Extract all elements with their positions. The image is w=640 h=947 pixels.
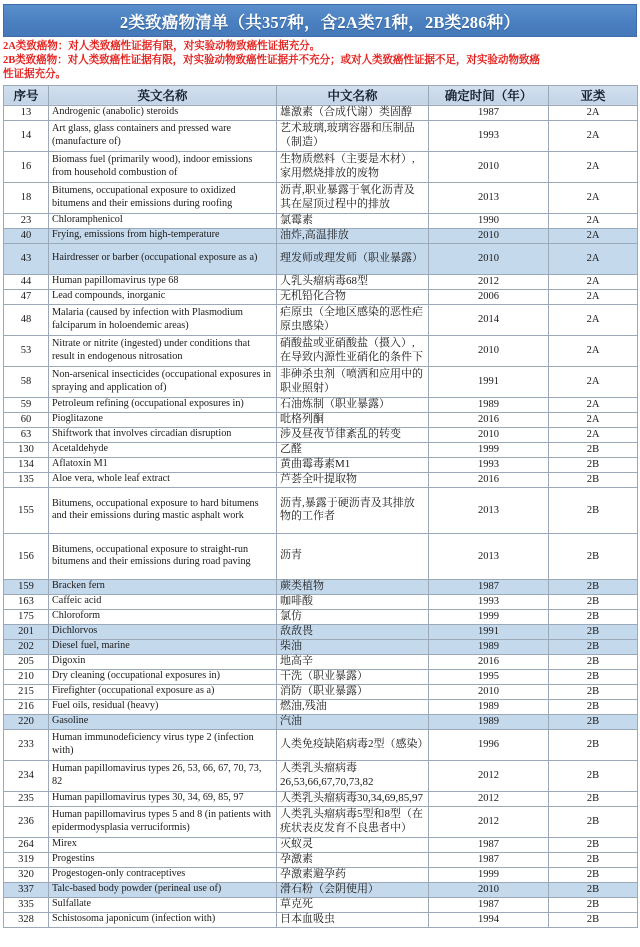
table-row	[4, 335, 638, 366]
cell-chinese-name: 涉及昼夜节律紊乱的转变	[277, 427, 429, 442]
cell-chinese-name: 人类乳头瘤病毒30,34,69,85,97	[277, 791, 429, 806]
cell-serial-number: 205	[4, 654, 49, 669]
cell-subcategory: 2A	[549, 289, 638, 304]
cell-serial-number: 319	[4, 852, 49, 867]
cell-serial-number: 202	[4, 639, 49, 654]
cell-determination-year: 1994	[429, 912, 549, 927]
cell-determination-year: 2013	[429, 487, 549, 533]
table-row	[4, 882, 638, 897]
cell-english-name: Sulfallate	[49, 897, 277, 912]
cell-subcategory: 2A	[549, 427, 638, 442]
cell-english-name: Progestins	[49, 852, 277, 867]
cell-serial-number: 48	[4, 304, 49, 335]
cell-determination-year: 1989	[429, 699, 549, 714]
table-row	[4, 397, 638, 412]
cell-determination-year: 1987	[429, 897, 549, 912]
cell-subcategory: 2B	[549, 442, 638, 457]
table-row	[4, 669, 638, 684]
cell-chinese-name: 柴油	[277, 639, 429, 654]
cell-determination-year: 2016	[429, 654, 549, 669]
cell-subcategory: 2A	[549, 304, 638, 335]
cell-serial-number: 47	[4, 289, 49, 304]
cell-english-name: Art glass, glass containers and pressed ware (manufacture of)	[49, 120, 277, 151]
column-header-no: 序号	[4, 85, 49, 105]
table-header	[4, 85, 638, 105]
cell-subcategory: 2A	[549, 335, 638, 366]
cell-english-name: Bitumens, occupational exposure to straight-run bitumens and their emissions during road paving	[49, 533, 277, 579]
cell-chinese-name: 石油炼制（职业暴露）	[277, 397, 429, 412]
cell-chinese-name: 吡格列酮	[277, 412, 429, 427]
cell-determination-year: 2013	[429, 533, 549, 579]
cell-determination-year: 2012	[429, 806, 549, 837]
cell-chinese-name: 地高辛	[277, 654, 429, 669]
cell-chinese-name: 硝酸盐或亚硝酸盐（摄入）,在导致内源性亚硝化的条件下	[277, 335, 429, 366]
cell-subcategory: 2A	[549, 228, 638, 243]
cell-determination-year: 1990	[429, 213, 549, 228]
table-row	[4, 487, 638, 533]
cell-serial-number: 215	[4, 684, 49, 699]
cell-chinese-name: 敌敌畏	[277, 624, 429, 639]
cell-english-name: Malaria (caused by infection with Plasmodium falciparum in holoendemic areas)	[49, 304, 277, 335]
cell-serial-number: 264	[4, 837, 49, 852]
cell-subcategory: 2A	[549, 213, 638, 228]
cell-subcategory: 2B	[549, 654, 638, 669]
cell-serial-number: 134	[4, 457, 49, 472]
table-row	[4, 304, 638, 335]
cell-subcategory: 2B	[549, 579, 638, 594]
cell-chinese-name: 滑石粉（会阴使用）	[277, 882, 429, 897]
cell-chinese-name: 孕激素避孕药	[277, 867, 429, 882]
table-row	[4, 760, 638, 791]
cell-subcategory: 2B	[549, 714, 638, 729]
cell-serial-number: 14	[4, 120, 49, 151]
cell-subcategory: 2B	[549, 624, 638, 639]
table-row	[4, 624, 638, 639]
cell-subcategory: 2B	[549, 791, 638, 806]
cell-english-name: Nitrate or nitrite (ingested) under conditions that result in endogenous nitrosation	[49, 335, 277, 366]
table-row	[4, 714, 638, 729]
cell-serial-number: 130	[4, 442, 49, 457]
table-row	[4, 457, 638, 472]
cell-english-name: Frying, emissions from high-temperature	[49, 228, 277, 243]
cell-determination-year: 1989	[429, 397, 549, 412]
cell-serial-number: 220	[4, 714, 49, 729]
cell-serial-number: 235	[4, 791, 49, 806]
cell-english-name: Human immunodeficiency virus type 2 (infection with)	[49, 729, 277, 760]
cell-chinese-name: 黄曲霉毒素M1	[277, 457, 429, 472]
cell-determination-year: 1987	[429, 105, 549, 120]
table-row	[4, 274, 638, 289]
cell-chinese-name: 沥青,职业暴露于氧化沥青及其在屋顶过程中的排放	[277, 182, 429, 213]
cell-chinese-name: 灭蚁灵	[277, 837, 429, 852]
table-header-row	[4, 85, 638, 105]
cell-serial-number: 216	[4, 699, 49, 714]
cell-determination-year: 1987	[429, 837, 549, 852]
cell-subcategory: 2B	[549, 882, 638, 897]
column-header-cn: 中文名称	[277, 85, 429, 105]
cell-subcategory: 2B	[549, 699, 638, 714]
table-row	[4, 594, 638, 609]
table-row	[4, 120, 638, 151]
cell-english-name: Lead compounds, inorganic	[49, 289, 277, 304]
cell-chinese-name: 咖啡酸	[277, 594, 429, 609]
table-row	[4, 579, 638, 594]
cell-subcategory: 2B	[549, 639, 638, 654]
cell-english-name: Chloramphenicol	[49, 213, 277, 228]
cell-determination-year: 1989	[429, 639, 549, 654]
cell-chinese-name: 人类免疫缺陷病毒2型（感染）	[277, 729, 429, 760]
cell-chinese-name: 日本血吸虫	[277, 912, 429, 927]
cell-serial-number: 13	[4, 105, 49, 120]
cell-english-name: Biomass fuel (primarily wood), indoor emissions from household combustion of	[49, 151, 277, 182]
page-title: 2类致癌物清单（共357种，含2A类71种，2B类286种）	[119, 12, 521, 32]
cell-determination-year: 1987	[429, 579, 549, 594]
table-row	[4, 442, 638, 457]
cell-english-name: Petroleum refining (occupational exposures in)	[49, 397, 277, 412]
cell-determination-year: 1987	[429, 852, 549, 867]
cell-subcategory: 2B	[549, 837, 638, 852]
cell-english-name: Hairdresser or barber (occupational exposure as a)	[49, 243, 277, 274]
cell-subcategory: 2B	[549, 852, 638, 867]
cell-determination-year: 1995	[429, 669, 549, 684]
cell-english-name: Pioglitazone	[49, 412, 277, 427]
cell-determination-year: 1991	[429, 366, 549, 397]
cell-subcategory: 2A	[549, 243, 638, 274]
table-row	[4, 791, 638, 806]
cell-serial-number: 60	[4, 412, 49, 427]
cell-chinese-name: 生物质燃料（主要是木材）,家用燃烧排放的废物	[277, 151, 429, 182]
cell-serial-number: 335	[4, 897, 49, 912]
cell-determination-year: 2013	[429, 182, 549, 213]
cell-serial-number: 163	[4, 594, 49, 609]
cell-determination-year: 2010	[429, 151, 549, 182]
cell-english-name: Bitumens, occupational exposure to hard bitumens and their emissions during mastic asphalt work	[49, 487, 277, 533]
cell-chinese-name: 燃油,残油	[277, 699, 429, 714]
cell-serial-number: 63	[4, 427, 49, 442]
cell-determination-year: 2014	[429, 304, 549, 335]
cell-serial-number: 44	[4, 274, 49, 289]
definition-2b-cont: 性证据充分。	[3, 69, 66, 81]
cell-english-name: Diesel fuel, marine	[49, 639, 277, 654]
cell-subcategory: 2B	[549, 487, 638, 533]
cell-determination-year: 2016	[429, 472, 549, 487]
cell-serial-number: 155	[4, 487, 49, 533]
cell-subcategory: 2A	[549, 151, 638, 182]
cell-determination-year: 2012	[429, 791, 549, 806]
cell-serial-number: 234	[4, 760, 49, 791]
cell-subcategory: 2A	[549, 182, 638, 213]
cell-determination-year: 1993	[429, 457, 549, 472]
cell-english-name: Aloe vera, whole leaf extract	[49, 472, 277, 487]
cell-serial-number: 233	[4, 729, 49, 760]
cell-english-name: Human papillomavirus types 30, 34, 69, 85, 97	[49, 791, 277, 806]
table-row	[4, 243, 638, 274]
cell-subcategory: 2A	[549, 120, 638, 151]
cell-determination-year: 2010	[429, 684, 549, 699]
cell-english-name: Mirex	[49, 837, 277, 852]
table-row	[4, 609, 638, 624]
cell-english-name: Talc-based body powder (perineal use of)	[49, 882, 277, 897]
page-title-banner	[3, 4, 637, 37]
definitions-block	[2, 40, 638, 83]
cell-chinese-name: 非砷杀虫剂（喷洒和应用中的职业照射）	[277, 366, 429, 397]
cell-serial-number: 236	[4, 806, 49, 837]
cell-determination-year: 2016	[429, 412, 549, 427]
cell-determination-year: 2010	[429, 427, 549, 442]
cell-serial-number: 18	[4, 182, 49, 213]
cell-serial-number: 337	[4, 882, 49, 897]
table-row	[4, 912, 638, 927]
cell-chinese-name: 沥青	[277, 533, 429, 579]
cell-determination-year: 1991	[429, 624, 549, 639]
table-row	[4, 366, 638, 397]
cell-english-name: Fuel oils, residual (heavy)	[49, 699, 277, 714]
cell-subcategory: 2B	[549, 897, 638, 912]
table-row	[4, 427, 638, 442]
cell-english-name: Schistosoma japonicum (infection with)	[49, 912, 277, 927]
cell-serial-number: 201	[4, 624, 49, 639]
cell-serial-number: 159	[4, 579, 49, 594]
cell-serial-number: 59	[4, 397, 49, 412]
cell-serial-number: 16	[4, 151, 49, 182]
cell-chinese-name: 疟原虫（全地区感染的恶性疟原虫感染）	[277, 304, 429, 335]
cell-subcategory: 2B	[549, 609, 638, 624]
cell-chinese-name: 艺术玻璃,玻璃容器和压制品（制造）	[277, 120, 429, 151]
cell-subcategory: 2A	[549, 397, 638, 412]
cell-serial-number: 210	[4, 669, 49, 684]
cell-subcategory: 2A	[549, 105, 638, 120]
table-row	[4, 897, 638, 912]
cell-english-name: Dichlorvos	[49, 624, 277, 639]
cell-chinese-name: 乙醛	[277, 442, 429, 457]
cell-determination-year: 1999	[429, 609, 549, 624]
cell-english-name: Human papillomavirus type 68	[49, 274, 277, 289]
cell-english-name: Bracken fern	[49, 579, 277, 594]
definition-2a: 2A类致癌物：对人类致癌性证据有限，对实验动物致癌性证据充分。	[3, 41, 321, 52]
table-row	[4, 684, 638, 699]
table-row	[4, 699, 638, 714]
table-row	[4, 806, 638, 837]
cell-chinese-name: 芦荟全叶提取物	[277, 472, 429, 487]
table-row	[4, 289, 638, 304]
cell-determination-year: 2010	[429, 335, 549, 366]
cell-serial-number: 40	[4, 228, 49, 243]
cell-serial-number: 328	[4, 912, 49, 927]
cell-chinese-name: 沥青,暴露于硬沥青及其排放物的工作者	[277, 487, 429, 533]
cell-determination-year: 2006	[429, 289, 549, 304]
table-row	[4, 105, 638, 120]
cell-chinese-name: 无机铅化合物	[277, 289, 429, 304]
cell-determination-year: 2012	[429, 760, 549, 791]
cell-subcategory: 2B	[549, 472, 638, 487]
cell-serial-number: 23	[4, 213, 49, 228]
definition-2b: 2B类致癌物：对人类致癌性证据有限，对实验动物致癌性证据并不充分；或对人类致癌性证据不足，对实验动物致癌	[3, 55, 540, 67]
cell-chinese-name: 人类乳头瘤病毒26,53,66,67,70,73,82	[277, 760, 429, 791]
table-row	[4, 837, 638, 852]
cell-english-name: Human papillomavirus types 5 and 8 (in patients with epidermodysplasia verruciformis)	[49, 806, 277, 837]
cell-subcategory: 2B	[549, 806, 638, 837]
cell-english-name: Acetaldehyde	[49, 442, 277, 457]
cell-english-name: Dry cleaning (occupational exposures in)	[49, 669, 277, 684]
cell-subcategory: 2B	[549, 729, 638, 760]
cell-english-name: Firefighter (occupational exposure as a)	[49, 684, 277, 699]
cell-serial-number: 175	[4, 609, 49, 624]
cell-serial-number: 43	[4, 243, 49, 274]
cell-chinese-name: 草克死	[277, 897, 429, 912]
table-row	[4, 533, 638, 579]
cell-english-name: Non-arsenical insecticides (occupational exposures in spraying and application of)	[49, 366, 277, 397]
cell-english-name: Human papillomavirus types 26, 53, 66, 67, 70, 73, 82	[49, 760, 277, 791]
cell-subcategory: 2A	[549, 274, 638, 289]
cell-subcategory: 2B	[549, 669, 638, 684]
cell-subcategory: 2B	[549, 867, 638, 882]
cell-english-name: Gasoline	[49, 714, 277, 729]
cell-english-name: Bitumens, occupational exposure to oxidized bitumens and their emissions during roofing	[49, 182, 277, 213]
table-row	[4, 867, 638, 882]
cell-subcategory: 2B	[549, 912, 638, 927]
table-row	[4, 639, 638, 654]
cell-determination-year: 2010	[429, 243, 549, 274]
cell-subcategory: 2A	[549, 366, 638, 397]
cell-subcategory: 2B	[549, 457, 638, 472]
cell-determination-year: 2010	[429, 882, 549, 897]
cell-subcategory: 2B	[549, 533, 638, 579]
cell-serial-number: 135	[4, 472, 49, 487]
cell-subcategory: 2B	[549, 594, 638, 609]
table-row	[4, 729, 638, 760]
cell-chinese-name: 蕨类植物	[277, 579, 429, 594]
cell-english-name: Digoxin	[49, 654, 277, 669]
cell-serial-number: 320	[4, 867, 49, 882]
cell-chinese-name: 人乳头瘤病毒68型	[277, 274, 429, 289]
cell-english-name: Androgenic (anabolic) steroids	[49, 105, 277, 120]
cell-serial-number: 156	[4, 533, 49, 579]
cell-chinese-name: 人类乳头瘤病毒5型和8型（在疣状表皮发育不良患者中）	[277, 806, 429, 837]
cell-determination-year: 2010	[429, 228, 549, 243]
column-header-sub: 亚类	[549, 85, 638, 105]
cell-determination-year: 1989	[429, 714, 549, 729]
cell-subcategory: 2B	[549, 760, 638, 791]
cell-english-name: Caffeic acid	[49, 594, 277, 609]
column-header-en: 英文名称	[49, 85, 277, 105]
cell-determination-year: 1993	[429, 120, 549, 151]
cell-chinese-name: 干洗（职业暴露）	[277, 669, 429, 684]
table-row	[4, 228, 638, 243]
cell-chinese-name: 油炸,高温排放	[277, 228, 429, 243]
cell-determination-year: 1999	[429, 867, 549, 882]
cell-serial-number: 53	[4, 335, 49, 366]
cell-subcategory: 2A	[549, 412, 638, 427]
cell-chinese-name: 雄激素（合成代谢）类固醇	[277, 105, 429, 120]
cell-english-name: Shiftwork that involves circadian disruption	[49, 427, 277, 442]
table-row	[4, 213, 638, 228]
cell-serial-number: 58	[4, 366, 49, 397]
cell-english-name: Aflatoxin M1	[49, 457, 277, 472]
table-body	[4, 105, 638, 927]
column-header-year: 确定时间（年）	[429, 85, 549, 105]
table-row	[4, 852, 638, 867]
table-row	[4, 412, 638, 427]
table-row	[4, 182, 638, 213]
cell-subcategory: 2B	[549, 684, 638, 699]
cell-determination-year: 1999	[429, 442, 549, 457]
cell-english-name: Chloroform	[49, 609, 277, 624]
table-row	[4, 151, 638, 182]
cell-chinese-name: 氯霉素	[277, 213, 429, 228]
table-row	[4, 472, 638, 487]
cell-chinese-name: 氯仿	[277, 609, 429, 624]
cell-english-name: Progestogen-only contraceptives	[49, 867, 277, 882]
cell-chinese-name: 消防（职业暴露）	[277, 684, 429, 699]
table-row	[4, 654, 638, 669]
cell-chinese-name: 理发师或理发师（职业暴露）	[277, 243, 429, 274]
cell-determination-year: 1993	[429, 594, 549, 609]
carcinogen-table	[3, 85, 638, 928]
cell-determination-year: 1996	[429, 729, 549, 760]
cell-chinese-name: 孕激素	[277, 852, 429, 867]
carcinogen-list-page	[0, 4, 640, 947]
cell-chinese-name: 汽油	[277, 714, 429, 729]
cell-determination-year: 2012	[429, 274, 549, 289]
